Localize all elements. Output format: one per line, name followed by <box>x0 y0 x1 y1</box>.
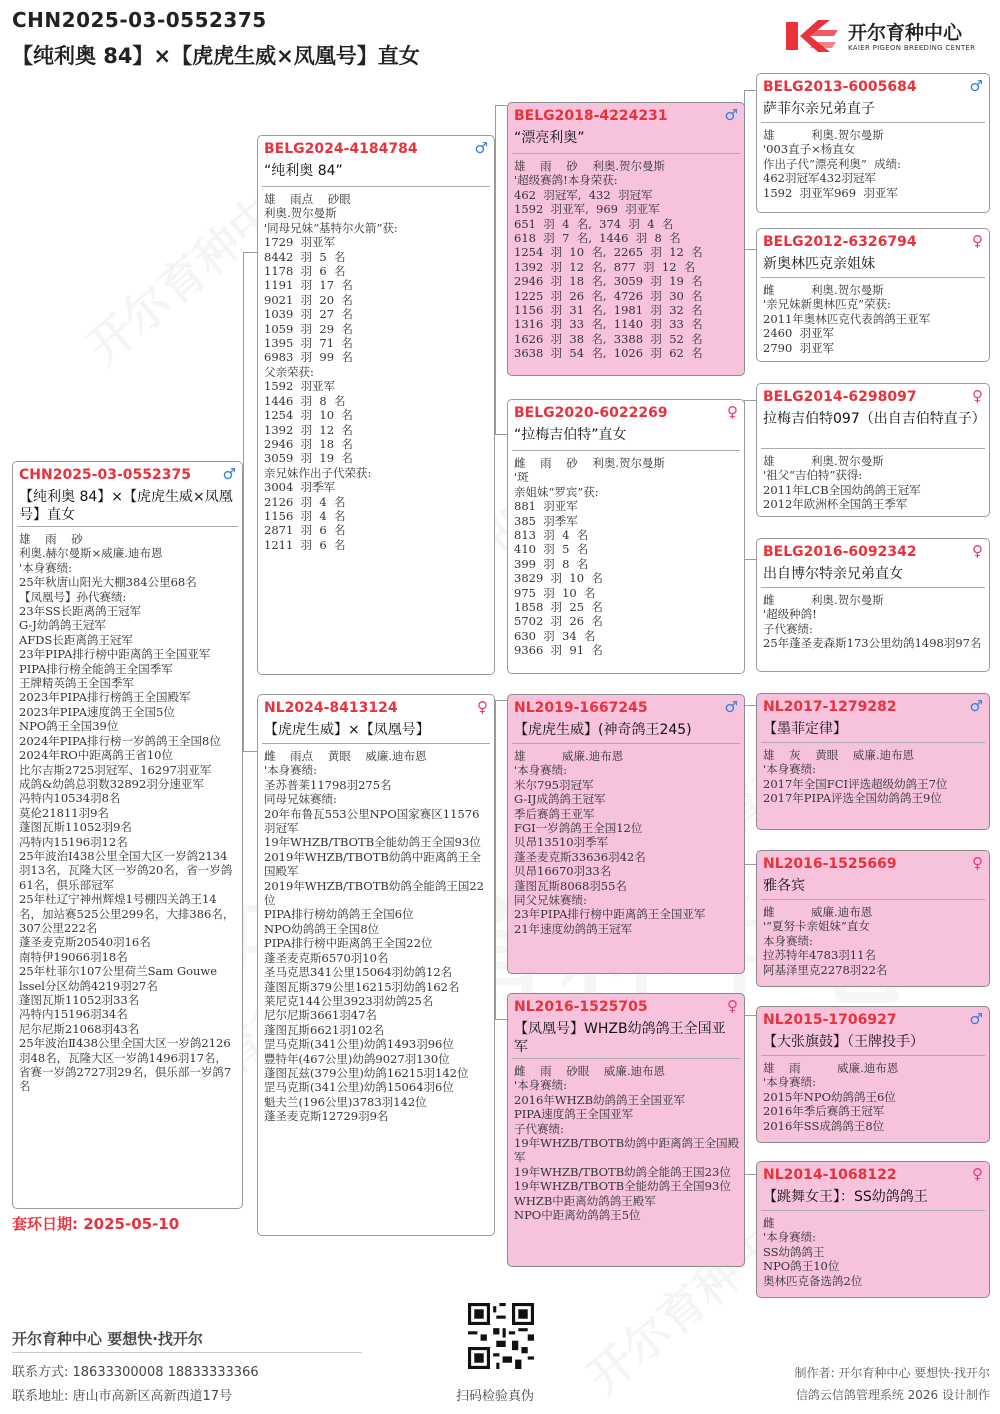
divider <box>761 742 985 743</box>
footer-slogan: 开尔育种中心 要想快·找开尔 <box>12 1330 203 1348</box>
pigeon-notes: 雌 雨点 黄眼 威廉.迪布恩 '本身赛绩: 圣苏普莱11798羽275名 同母兄妹赛绩: 20年布鲁瓦553公里NPO国家赛区11576羽冠军 19年WHZB/TBOTB全能幼鸽王全国93位 2019年WHZB/TBOTB幼鸽中距离鸽王全国殿军 2019年WHZB/TBOTB幼鸽全能鸽王国22位 PIPA排行榜幼鸽鸽王全国6位 NPO幼鸽鸽王全国8位 PIPA排行榜中距离鸽王全国22位 蓬圣麦克斯6570羽10名 圣马克思341公里15064羽幼鸽12名 蓬图瓦斯379公里16215羽幼鸽162名 莱尼克144公里3923羽幼鸽25名 尼尔尼斯3661羽47名 蓬图瓦斯6621羽102名 罡马克斯(341公里)幼鸽1493羽96位 豐特年(467公里)幼鸽9027羽130位 蓬图瓦兹(379公里)幼鸽16215羽142位 罡马克斯(341公里)幼鸽15064羽6位 魁夫兰(196公里)3783羽142位 蓬圣麦克斯12729羽9名 <box>264 749 484 1124</box>
logo-name-zh: 开尔育种中心 <box>848 22 963 44</box>
pigeon-notes: 雌 雨 砂 利奥.贺尔曼斯 '斑 亲姐妹“罗宾”获: 881 羽亚军 385 羽季军 813 羽 4 名 410 羽 5 名 399 羽 8 名 3829 羽 10 名 975 羽 10 名 1858 羽 25 名 5702 羽 26 名 630 羽 34 名 9366 羽 91 名 <box>514 456 666 658</box>
pigeon-card-dam-dam[interactable] <box>507 993 745 1267</box>
divider <box>761 1055 985 1056</box>
pigeon-notes: 雄 雨 威廉.迪布恩 '本身赛绩: 2015年NPO幼鸽鸽王6位 2016年季后赛鸽王冠军 2016年SS成鸽鸽王8位 <box>763 1061 899 1133</box>
pigeon-name: 拉梅吉伯特097（出自吉伯特直子） <box>763 411 986 427</box>
ring-number: NL2019-1667245 <box>514 700 648 716</box>
pigeon-notes: 雌 雨 砂眼 威廉.迪布恩 '本身赛绩: 2016年WHZB幼鸽鸽王全国亚军 PIPA速度鸽王全国亚军 子代赛绩: 19年WHZB/TBOTB幼鸽中距离鸽王全国殿军 19年WHZB/TBOTB幼鸽全能鸽王国23位 19年WHZB/TBOTB全能幼鸽王全国93位 WHZB中距离幼鸽鸽王殿军 NPO中距离幼鸽鸽王5位 <box>514 1064 740 1223</box>
divider <box>262 186 490 187</box>
female-icon: ♀ <box>972 1165 983 1183</box>
divider <box>761 587 985 588</box>
pigeon-card-ssd[interactable] <box>756 228 990 362</box>
ring-number: BELG2016-6092342 <box>763 544 917 560</box>
pigeon-name: “漂亮利奥” <box>514 130 585 146</box>
ring-number: NL2014-1068122 <box>763 1167 897 1183</box>
ring-number: BELG2020-6022269 <box>514 405 668 421</box>
pigeon-name: 【大张旗鼓】（王牌投手） <box>763 1034 924 1050</box>
ring-number: NL2017-1279282 <box>763 699 897 715</box>
connector <box>744 400 756 560</box>
connector <box>495 105 507 435</box>
female-icon: ♀ <box>972 854 983 872</box>
divider <box>262 743 490 744</box>
pigeon-card-dam[interactable] <box>257 694 495 1236</box>
pigeon-notes: 雄 雨 砂 利奥.贺尔曼斯 '超级赛鸽!本身荣获: 462 羽冠军, 432 羽冠军 1592 羽亚军, 969 羽亚军 651 羽 4 名, 374 羽 4 名 618 羽 7 名, 1446 羽 8 名 1254 羽 10 名, 2265 羽 12 名 1392 羽 12 名, 877 羽 12 名 2946 羽 18 名, 3059 羽 19 名 1225 羽 26 名, 4726 羽 30 名 1156 羽 31 名, 1981 羽 32 名 1316 羽 33 名, 1140 羽 33 名 1626 羽 38 名, 3388 羽 52 名 3638 羽 54 名, 1026 羽 62 名 <box>514 159 703 361</box>
pigeon-name: 【凤凰号】WHZB幼鸽鸽王全国亚军 <box>514 1021 726 1055</box>
pigeon-name: 【纯利奥 84】×【虎虎生威×凤凰号】直女 <box>19 489 233 523</box>
pigeon-notes: 雄 利奥.贺尔曼斯 '祖父“吉伯特”获得: 2011年LCB全国幼鸽鸽王冠军 2012年欧洲杯全国鸽王季军 <box>763 454 921 512</box>
ring-number: BELG2024-4184784 <box>264 141 418 157</box>
connector <box>243 252 257 752</box>
connector <box>744 90 756 250</box>
divider <box>761 448 985 449</box>
pigeon-notes: 雌 威廉.迪布恩 '“夏努卡亲姐妹”直女 本身赛绩: 拉苏特年4783羽11名 阿基泽里克2278羽22名 <box>763 905 888 977</box>
male-icon: ♂ <box>724 106 738 124</box>
pigeon-notes: 雌 利奥.贺尔曼斯 '亲兄妹新奥林匹克”荣获: 2011年奥林匹克代表鸽鸽王亚军 2460 羽亚军 2790 羽亚军 <box>763 283 931 355</box>
female-icon: ♀ <box>727 403 738 421</box>
ring-number: NL2016-1525705 <box>514 999 648 1015</box>
pigeon-notes: 雌 '本身赛绩: SS幼鸽鸽王 NPO鸽王10位 奥林匹克备选鸽2位 <box>763 1216 863 1288</box>
pigeon-card-dsd[interactable] <box>756 850 990 987</box>
pigeon-card-sss[interactable] <box>756 73 990 213</box>
divider <box>512 153 740 154</box>
pigeon-card-sire-sire[interactable] <box>507 102 745 376</box>
divider <box>512 450 740 451</box>
pigeon-name: 【墨菲定律】 <box>763 721 847 737</box>
footer-address: 联系地址: 唐山市高新区高新西道17号 <box>12 1389 233 1404</box>
pigeon-name: 新奥林匹克亲姐妹 <box>763 256 875 272</box>
ring-number: NL2016-1525669 <box>763 856 897 872</box>
pigeon-card-dss[interactable] <box>756 693 990 830</box>
male-icon: ♂ <box>969 697 983 715</box>
pigeon-name: “拉梅吉伯特”直女 <box>514 427 627 443</box>
male-icon: ♂ <box>724 698 738 716</box>
pigeon-card-subject[interactable] <box>12 461 243 1209</box>
ring-number: NL2015-1706927 <box>763 1012 897 1028</box>
pedigree-ring-id: CHN2025-03-0552375 <box>12 8 267 32</box>
pigeon-name: 雅各宾 <box>763 878 805 894</box>
pigeon-card-dam-sire[interactable] <box>507 694 745 974</box>
pigeon-notes: 雄 威廉.迪布恩 '本身赛绩: 米尔795羽冠军 G-IJ成鸽鸽王冠军 季后赛鸽王亚军 FGI一岁鸽鸽王全国12位 贝昂13510羽季军 蓬圣麦克斯33636羽42名 贝昂16670羽33名 蓬图瓦斯8068羽55名 同父兄妹赛绩: 23年PIPA排行榜中距离鸽王全国亚军 21年速度幼鸽鸽王冠军 <box>514 749 706 936</box>
pigeon-notes: 雄 雨点 砂眼 利奥.贺尔曼斯 '同母兄妹“基特尔火箭”获: 1729 羽亚军 8442 羽 5 名 1178 羽 6 名 1191 羽 17 名 9021 羽 20 名 1039 羽 27 名 1059 羽 29 名 1395 羽 71 名 6983 羽 99 名 父亲荣获: 1592 羽亚军 1446 羽 8 名 1254 羽 10 名 1392 羽 12 名 2946 羽 18 名 3059 羽 19 名 亲兄妹作出子代荣获: 3004 羽季军 2126 羽 4 名 1156 羽 4 名 2871 羽 6 名 1211 羽 6 名 <box>264 192 398 552</box>
pigeon-card-sire[interactable] <box>257 135 495 675</box>
footer-maker: 制作者: 开尔育种中心 要想快·找开尔 <box>794 1366 990 1380</box>
brand-logo <box>784 16 994 60</box>
qr-code-icon[interactable] <box>468 1303 534 1369</box>
pigeon-notes: 雄 利奥.贺尔曼斯 '003直子×杨直女 作出子代“漂亮利奥” 成绩: 462羽冠军432羽冠军 1592 羽亚军969 羽亚军 <box>763 128 901 200</box>
pigeon-notes: 雄 灰 黄眼 威廉.迪布恩 '本身赛绩: 2017年全国FCI评选超级幼鸽王7位 2017年PIPA评选全国幼鸽鸽王9位 <box>763 748 948 806</box>
pigeon-notes: 雌 利奥.贺尔曼斯 '超级种鸽! 子代赛绩: 25年蓬圣麦森斯173公里幼鸽1498羽97名 <box>763 593 982 651</box>
pigeon-card-sire-dam[interactable] <box>507 399 745 674</box>
divider <box>761 899 985 900</box>
male-icon: ♂ <box>969 1010 983 1028</box>
male-icon: ♂ <box>969 77 983 95</box>
footer-system: 信鸽云信鸽管理系统 2026 设计制作 <box>795 1388 990 1402</box>
pigeon-name: “纯利奥 84” <box>264 163 343 179</box>
female-icon: ♀ <box>972 232 983 250</box>
divider <box>761 122 985 123</box>
female-icon: ♀ <box>477 698 488 716</box>
ring-number: CHN2025-03-0552375 <box>19 467 191 483</box>
pigeon-card-ddd[interactable] <box>756 1161 990 1298</box>
pedigree-title: 【纯利奥 84】×【虎虎生威×凤凰号】直女 <box>12 44 420 68</box>
divider <box>12 1352 362 1353</box>
male-icon: ♂ <box>222 465 236 483</box>
pigeon-card-dds[interactable] <box>756 1006 990 1143</box>
logo-icon <box>784 16 844 56</box>
footer-contact: 联系方式: 18633300008 18833333366 <box>12 1365 259 1380</box>
female-icon: ♀ <box>727 997 738 1015</box>
connector <box>744 1015 756 1175</box>
divider <box>761 1210 985 1211</box>
pigeon-name: 【跳舞女王】：SS幼鸽鸽王 <box>763 1189 928 1205</box>
pigeon-name: 【虎虎生威】(神奇鸽王245) <box>514 722 692 738</box>
ring-number: NL2024-8413124 <box>264 700 398 716</box>
pigeon-card-sds[interactable] <box>756 383 990 517</box>
divider <box>761 277 985 278</box>
male-icon: ♂ <box>474 139 488 157</box>
divider <box>17 526 238 527</box>
pigeon-name: 萨菲尔亲兄弟直子 <box>763 101 875 117</box>
female-icon: ♀ <box>972 387 983 405</box>
qr-caption: 扫码检验真伪 <box>456 1389 535 1404</box>
divider <box>512 743 740 744</box>
ring-number: BELG2014-6298097 <box>763 389 917 405</box>
connector <box>744 705 756 865</box>
ring-number: BELG2018-4224231 <box>514 108 668 124</box>
logo-name-en: KAIER PIGEON BREEDING CENTER <box>848 44 976 52</box>
connector <box>495 700 507 1020</box>
pigeon-notes: 雄 雨 砂 利奥.赫尔曼斯×威廉.迪布恩 '本身赛绩: 25年秋唐山阳光大棚384公里68名 【凤凰号】孙代赛绩: 23年SS长距离鸽王冠军 G-J幼鸽鸽王冠军 AFDS长距离鸽王冠军 23年PIPA排行榜中距离鸽王全国亚军 PIPA排行榜全能鸽王全国季军 王牌精英鸽王全国季军 2023年PIPA排行榜鸽王全国殿军 2023年PIPA速度鸽王全国5位 NPO鸽王全国39位 2024年PIPA排行榜一岁鸽鸽王全国8位 2024年RO中距离鸽王省10位 比尔吉斯2725羽冠军、16297羽亚军 成鸽&幼鸽总羽数32892羽分速亚军 冯特内10534羽8名 莫伦21811羽9名 蓬图瓦斯11052羽9名 冯特内15196羽12名 25年波治Ⅰ438公里全国大区一岁鸽2134羽13名，瓦隆大区一岁鸽20名，省一岁鸽61名，俱乐部冠军 25年杜辽宁神州辉煌1号棚四关鸽王14名，加站赛525公里299名，大排386名，307公里222名 蓬圣麦克斯20540羽16名 南特伊19066羽18名 25年杜菲尔107公里荷兰Sam Gouwe lssel分区幼鸽4219羽27名 蓬图瓦斯11052羽33名 冯特内15196羽34名 尼尔尼斯21068羽43名 25年波治Ⅱ438公里全国大区一岁鸽2126羽48名，瓦隆大区一岁鸽1496羽17名，省赛一岁鸽2727羽29名，俱乐部一岁鸽7名 <box>19 532 235 1094</box>
ring-date: 套环日期: 2025-05-10 <box>12 1215 180 1233</box>
ring-number: BELG2012-6326794 <box>763 234 917 250</box>
ring-number: BELG2013-6005684 <box>763 79 917 95</box>
divider <box>512 1058 740 1059</box>
pigeon-card-sdd[interactable] <box>756 538 990 672</box>
female-icon: ♀ <box>972 542 983 560</box>
pigeon-name: 出自博尔特亲兄弟直女 <box>763 566 903 582</box>
pigeon-name: 【虎虎生威】×【凤凰号】 <box>264 722 430 738</box>
